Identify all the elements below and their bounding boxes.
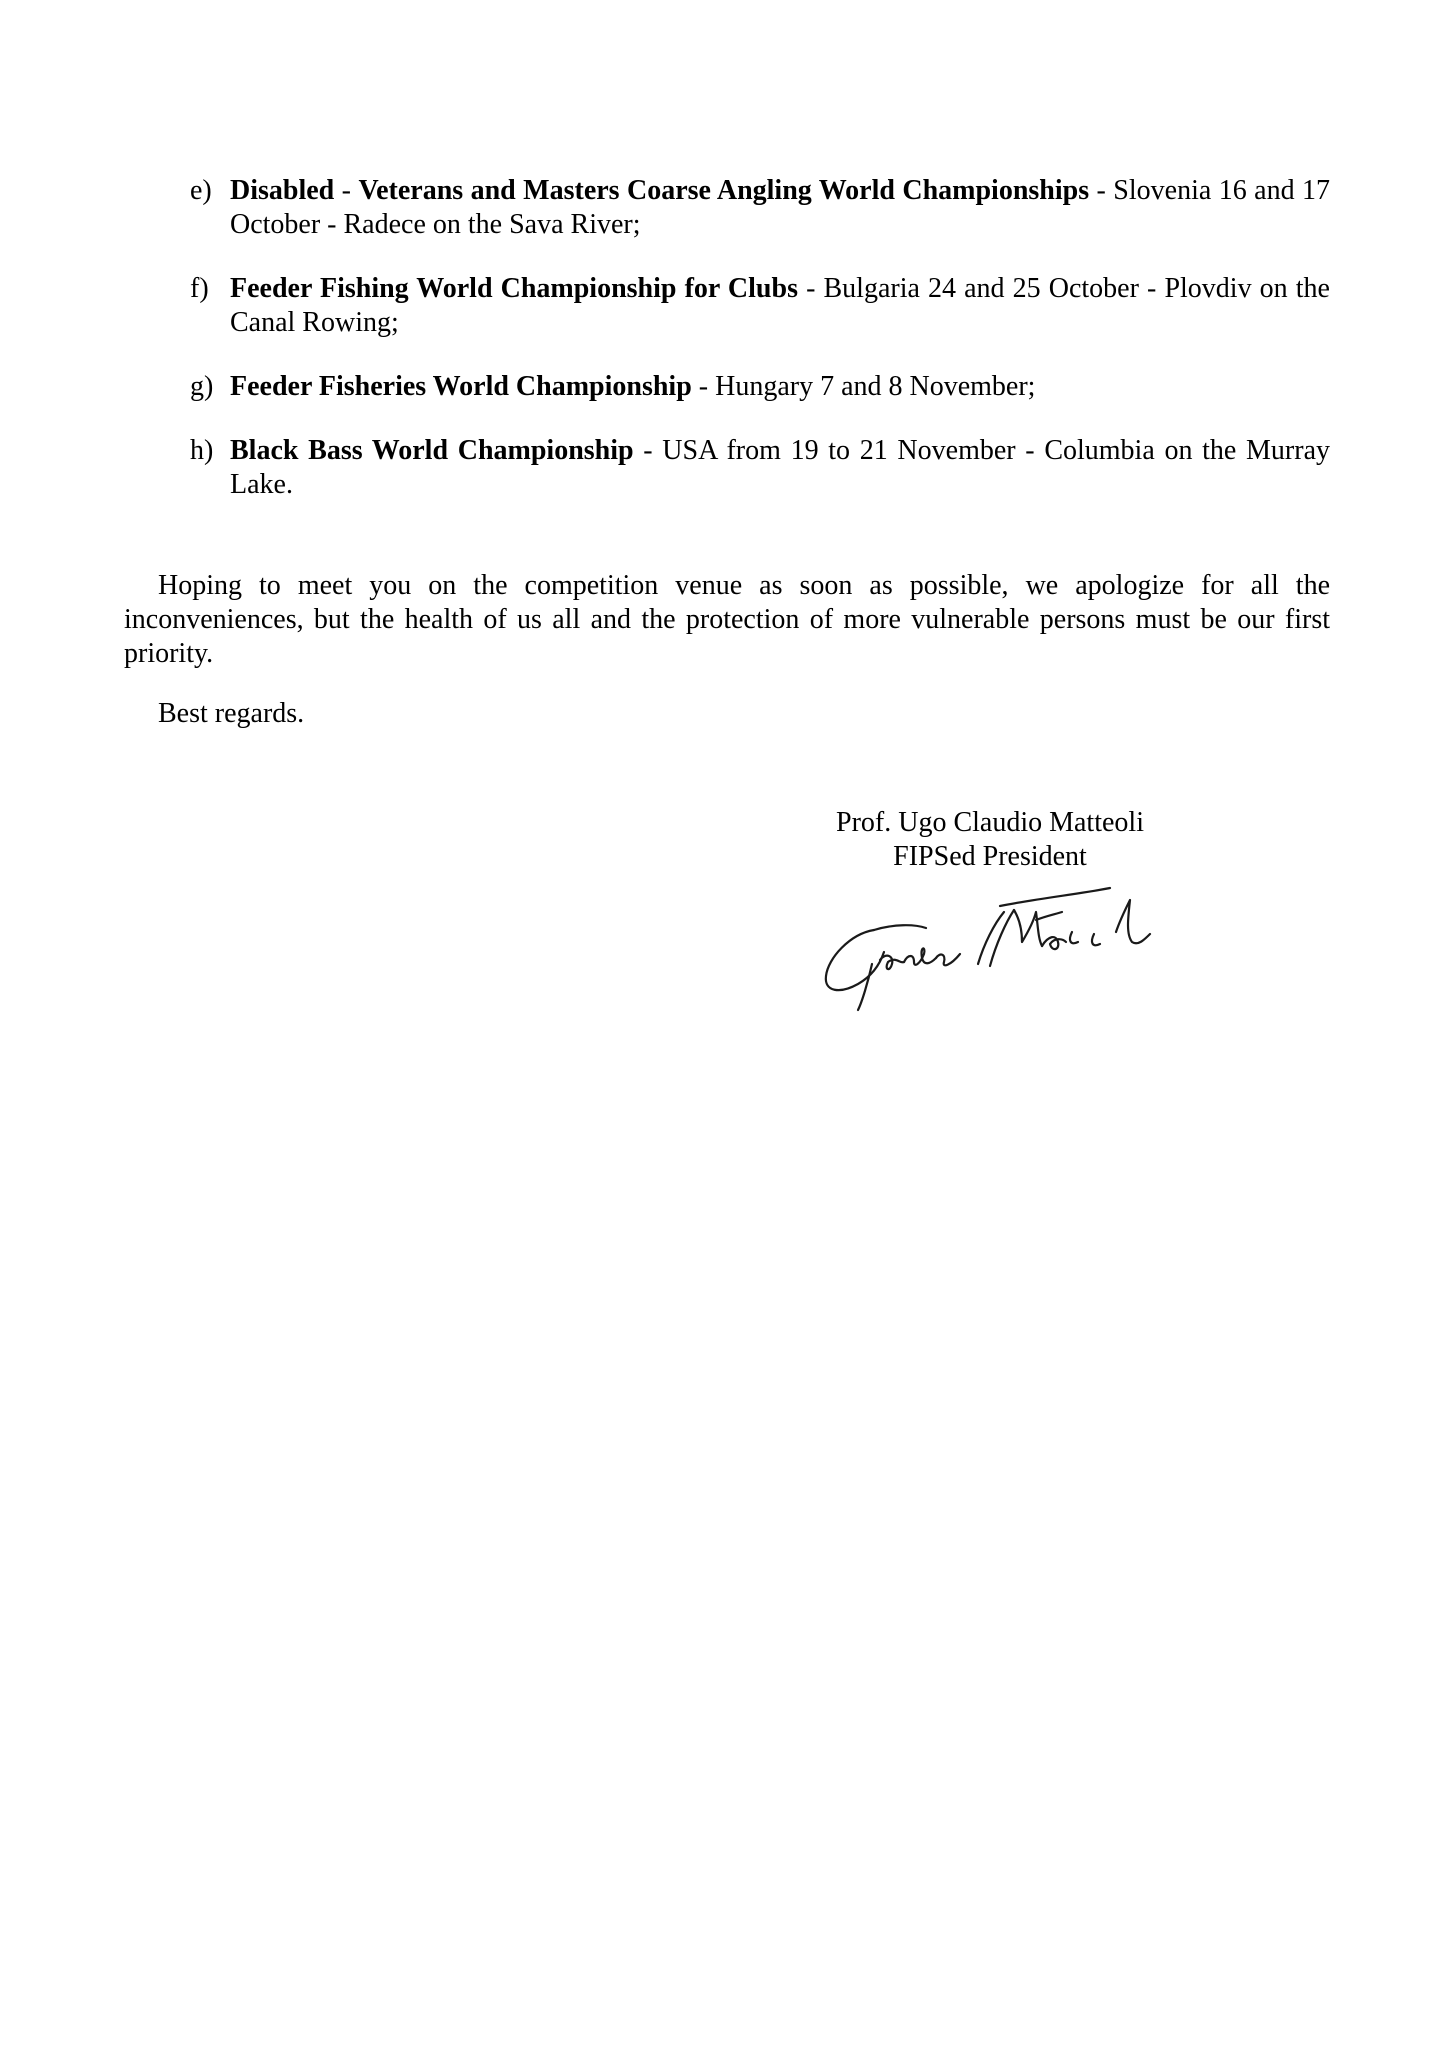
event-title: Black Bass World Championship xyxy=(230,435,634,466)
event-details: - Bulgaria 24 and 25 October - Plovdiv on the Canal Rowing; xyxy=(230,273,1330,338)
event-details: - Hungary 7 and 8 November; xyxy=(691,371,1036,402)
list-item xyxy=(190,434,1330,502)
signatory-title: FIPSed President xyxy=(893,841,1087,872)
event-title: Veterans and Masters Coarse Angling World Championships xyxy=(358,175,1090,206)
signatory-block xyxy=(820,806,1160,874)
list-item xyxy=(190,272,1330,340)
signatory-name: Prof. Ugo Claudio Matteoli xyxy=(836,807,1144,838)
event-details: - Slovenia 16 and 17 October - Radece on the Sava River; xyxy=(230,175,1331,240)
list-item xyxy=(190,174,1330,242)
signature-image xyxy=(810,872,1190,1012)
event-title: Disabled xyxy=(230,175,335,206)
list-marker: f) xyxy=(190,273,209,304)
event-title: Feeder Fisheries World Championship xyxy=(230,371,692,402)
championship-list xyxy=(190,174,1330,532)
event-title: Feeder Fishing World Championship for Clubs xyxy=(230,273,798,304)
list-marker: e) xyxy=(190,175,212,206)
list-marker: g) xyxy=(190,371,214,402)
list-item xyxy=(190,370,1330,404)
event-details: - USA from 19 to 21 November - Columbia on the Murray Lake. xyxy=(230,435,1331,500)
list-marker: h) xyxy=(190,435,214,466)
regards-line: Best regards. xyxy=(158,698,305,729)
closing-paragraph: Hoping to meet you on the competition venue as soon as possible, we apologize for all the inconveniences, but the health of us all and the protection of more vulnerable persons must be our first priority. xyxy=(124,570,1330,669)
separator: - xyxy=(334,175,359,206)
